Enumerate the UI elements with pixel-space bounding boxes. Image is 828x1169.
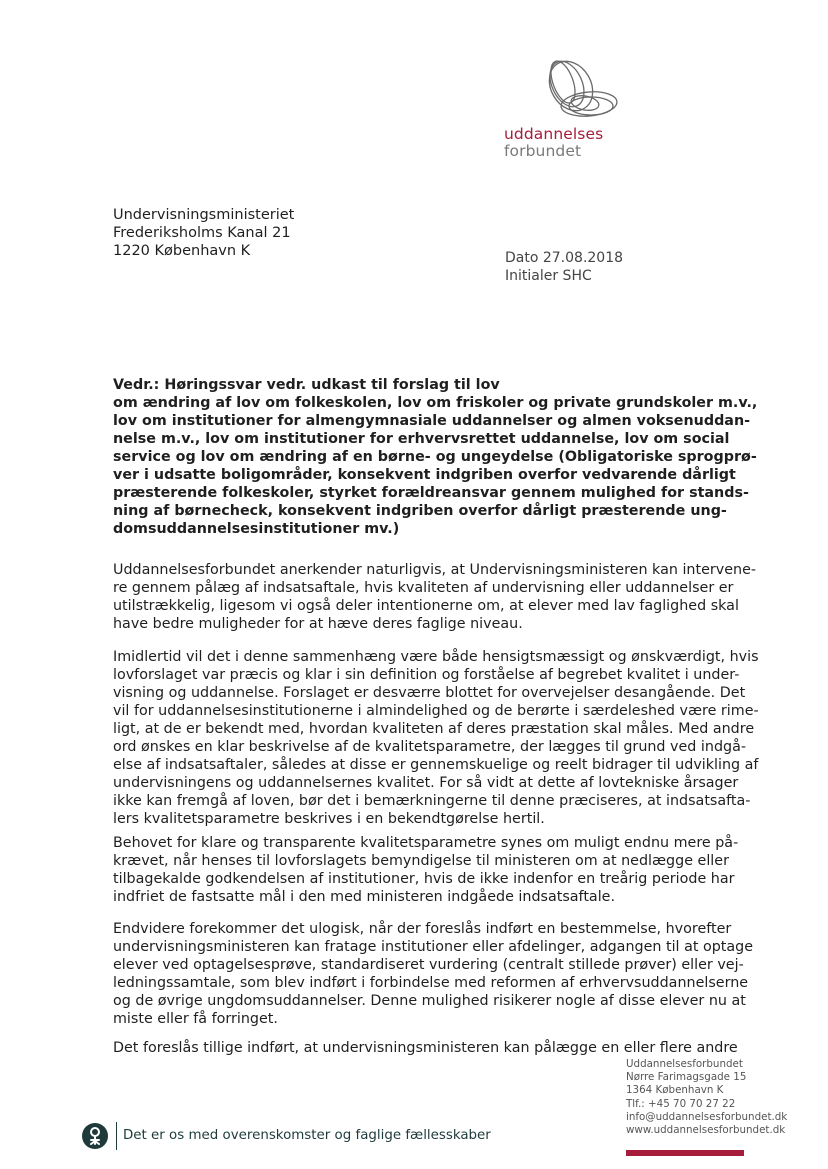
logo-text-line2: forbundet bbox=[504, 142, 582, 160]
address-line: Uddannelsesforbundet bbox=[626, 1058, 743, 1070]
letter-date: Dato 27.08.2018 bbox=[505, 250, 624, 266]
address-line: 1364 København K bbox=[626, 1084, 724, 1097]
body-line: lovforslaget var præcis og klar i sin definition og forståelse af begrebet kvalitet i under- bbox=[113, 667, 740, 683]
body-line: tilbagekalde godkendelsen af institutioner, hvis de ikke indenfor en treårig periode har bbox=[113, 871, 735, 887]
body-line: Behovet for klare og transparente kvalitetsparametre synes om muligt endnu mere på- bbox=[113, 835, 739, 851]
letter-initials: Initialer SHC bbox=[505, 268, 592, 284]
body-line: og de øvrige ungdomsuddannelser. Denne mulighed risikerer nogle af disse elever nu at bbox=[113, 993, 746, 1009]
address-line: Nørre Farimagsgade 15 bbox=[626, 1071, 747, 1084]
body-line: Endvidere forekommer det ulogisk, når der foreslås indført en bestemmelse, hvorefter bbox=[113, 921, 732, 937]
body-line: ledningssamtale, som blev indført i forbindelse med reformen af erhvervsuddannelserne bbox=[113, 975, 749, 991]
body-line: else af indsatsaftaler, således at disse er gennemskuelige og reelt bidrager til udvikling af bbox=[113, 757, 759, 773]
subject-line: nelse m.v., lov om institutioner for erhvervsrettet uddannelse, lov om social bbox=[113, 431, 730, 447]
address-website: www.uddannelsesforbundet.dk bbox=[626, 1124, 786, 1137]
logo bbox=[500, 52, 640, 162]
body-paragraph-2 bbox=[113, 648, 759, 828]
body-line: Det foreslås tillige indført, at undervisningsministeren kan pålægge en eller flere andre bbox=[113, 1040, 738, 1056]
subject-line: ver i udsatte boligområder, konsekvent indgriben overfor vedvarende dårligt bbox=[113, 467, 736, 483]
subject-line: om ændring af lov om folkeskolen, lov om friskoler og private grundskoler m.v., bbox=[113, 395, 758, 411]
subject-line: ning af børnecheck, konsekvent indgriben overfor dårligt præsterende ung- bbox=[113, 503, 727, 519]
body-line: elever ved optagelsesprøve, standardiseret vurdering (centralt stillede prøver) eller vej- bbox=[113, 957, 744, 973]
body-line: lers kvalitetsparametre beskrives i en bekendtgørelse hertil. bbox=[113, 811, 545, 827]
body-line: utilstrækkelig, ligesom vi også deler intentionerne om, at elever med lav faglighed skal bbox=[113, 598, 739, 614]
body-line: undervisningsministeren kan fratage institutioner eller afdelinger, adgangen til at optage bbox=[113, 939, 754, 955]
letter-meta bbox=[505, 249, 623, 285]
body-line: vil for uddannelsesinstitutionerne i almindelighed og de berørte i særdeleshed være rime- bbox=[113, 703, 759, 719]
body-paragraph-4 bbox=[113, 920, 753, 1028]
recipient-line: Frederiksholms Kanal 21 bbox=[113, 225, 291, 241]
recipient-address bbox=[113, 206, 294, 260]
body-line: ikke kan fremgå af loven, bør det i bemærkningerne til denne præciseres, at indsatsafta- bbox=[113, 793, 751, 809]
body-line: indfriet de fastsatte mål i den med ministeren indgåede indsatsaftale. bbox=[113, 889, 616, 905]
butterfly-logo-icon bbox=[525, 56, 625, 126]
logo-text-line1: uddannelses bbox=[504, 125, 604, 143]
body-paragraph-1 bbox=[113, 561, 757, 633]
body-line: have bedre muligheder for at hæve deres faglige niveau. bbox=[113, 616, 523, 632]
body-paragraph-3 bbox=[113, 834, 753, 906]
body-line: ligt, at de er bekendt med, hvordan kvaliteten af deres præstation skal måles. Med andre bbox=[113, 721, 755, 737]
subject-line: domsuddannelsesinstitutioner mv.) bbox=[113, 521, 400, 537]
recipient-line: Undervisningsministeriet bbox=[113, 207, 295, 223]
subject-line: Vedr.: Høringssvar vedr. udkast til forslag til lov bbox=[113, 377, 500, 393]
sender-address bbox=[626, 1058, 787, 1137]
footer-slogan: Det er os med overenskomster og faglige fællesskaber bbox=[123, 1128, 491, 1143]
subject-line: lov om institutioner for almengymnasiale uddannelser og almen voksenuddan- bbox=[113, 413, 751, 429]
body-line: krævet, når henses til lovforslagets bemyndigelse til ministeren om at nedlægge eller bbox=[113, 853, 729, 869]
address-line: Tlf.: +45 70 70 27 22 bbox=[626, 1097, 736, 1110]
address-email: info@uddannelsesforbundet.dk bbox=[626, 1110, 788, 1123]
body-line: undervisningens og uddannelsernes kvalitet. For så vidt at dette af lovtekniske årsager bbox=[113, 775, 739, 791]
recipient-line: 1220 København K bbox=[113, 243, 251, 259]
letter-subject bbox=[113, 376, 758, 538]
body-line: visning og uddannelse. Forslaget er desværre blottet for overvejelser desangående. Det bbox=[113, 685, 746, 701]
body-line: Uddannelsesforbundet anerkender naturligvis, at Undervisningsministeren kan intervene- bbox=[113, 562, 757, 578]
footer-accent-bar bbox=[626, 1150, 744, 1156]
body-line: ord ønskes en klar beskrivelse af de kvalitetsparametre, der lægges til grund ved indgå- bbox=[113, 739, 747, 755]
body-line: Imidlertid vil det i denne sammenhæng være både hensigtsmæssigt og ønskværdigt, hvis bbox=[113, 649, 759, 665]
person-icon bbox=[82, 1123, 108, 1149]
subject-line: præsterende folkeskoler, styrket forældreansvar gennem mulighed for stands- bbox=[113, 485, 749, 501]
body-paragraph-5 bbox=[113, 1039, 753, 1057]
body-line: miste eller få forringet. bbox=[113, 1011, 278, 1027]
body-line: re gennem pålæg af indsatsaftale, hvis kvaliteten af undervisning eller uddannelser er bbox=[113, 580, 734, 596]
subject-line: service og lov om ændring af en børne- og ungeydelse (Obligatoriske sprogprø- bbox=[113, 449, 757, 465]
footer-divider bbox=[116, 1122, 117, 1150]
